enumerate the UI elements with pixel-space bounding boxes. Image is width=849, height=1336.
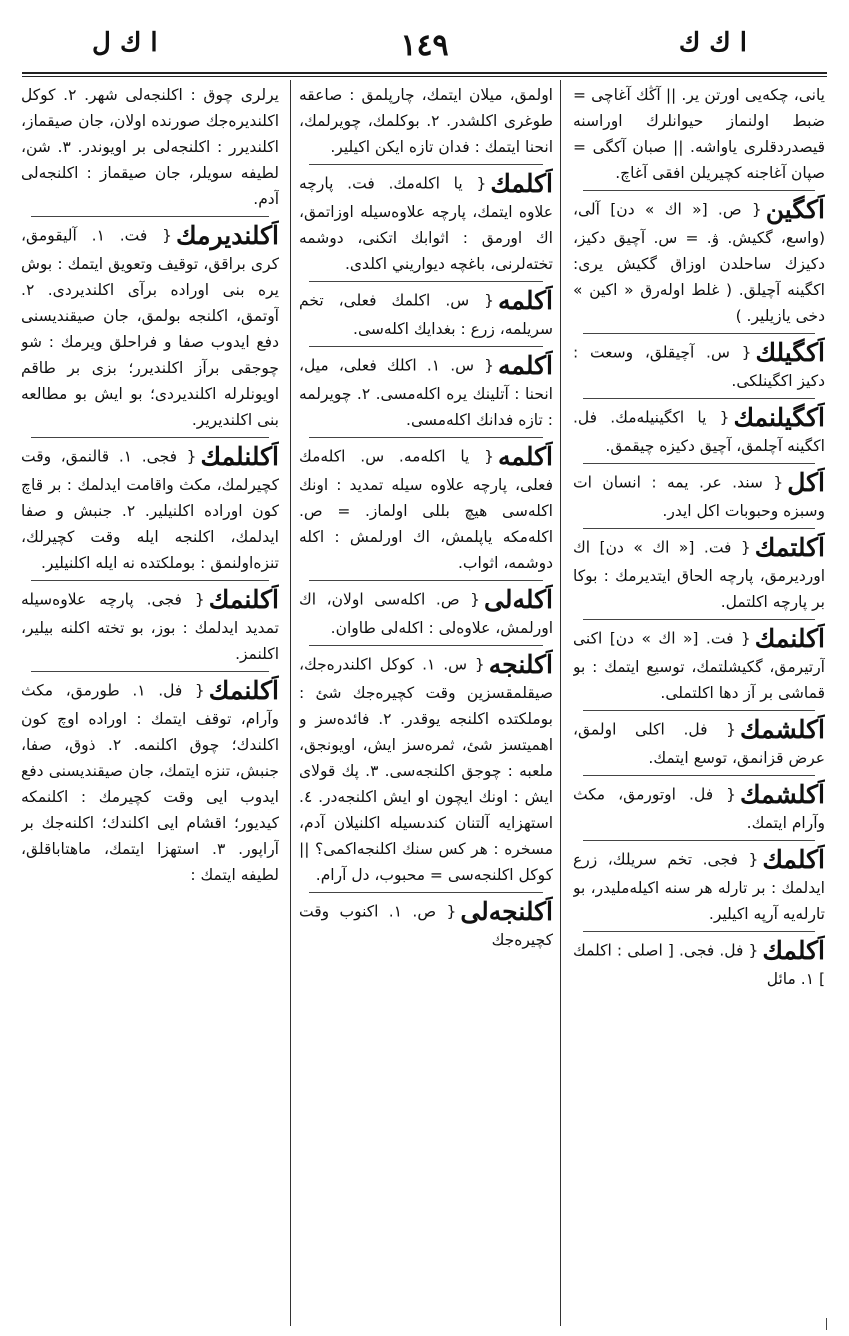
entry-headword: اَكگيلك — [755, 338, 825, 367]
dictionary-entry — [299, 286, 553, 342]
entry-headword: اَكلنمك — [208, 676, 279, 705]
dictionary-entry — [573, 936, 825, 992]
entry-separator — [583, 775, 815, 776]
entry-headword: اَكلشمك — [740, 780, 825, 809]
entry-definition: اولمق، ميلان ايتمك، چارپلمق : صاعقه طوغرى اكلشدر. ٢. بوكلمك، چويرلمك، انحنا ايتمك : فدان تازه ايكن اكيلير. — [299, 86, 553, 156]
dictionary-entry — [21, 585, 279, 667]
entry-headword: اَكل — [787, 468, 825, 497]
entry-definition: { س. ١. اكلك فعلى، ميل، انحنا : آتلينك يره اكلەمسى. ٢. چويرلمه : تازه فدانك اكلەمسى. — [299, 356, 553, 429]
entry-definition: { س. آچيقلق، وسعت : دكيز اكگينلكى. — [573, 343, 825, 390]
entry-separator — [583, 710, 815, 711]
entry-headword: اَكلنديرمك — [176, 221, 279, 250]
page-header — [22, 28, 827, 68]
column-right — [573, 82, 825, 1322]
entry-separator — [31, 580, 268, 581]
entry-separator — [309, 346, 543, 347]
entry-separator — [583, 840, 815, 841]
entry-definition: { س. اكلمك فعلى، تخم سريلمه، زرع : بغدايك اكلەسى. — [299, 291, 553, 338]
entry-headword: اَكلمك — [762, 936, 825, 965]
dictionary-entry — [573, 624, 825, 706]
entry-headword: اَكلمه — [498, 286, 553, 315]
entry-definition: يانى، چكه‌يى اورتن ير. || آڭك آغاچى = ضبط اولنماز حيوانلرك اوراسنه قيصدردقلرى ياواشه. || صبان آكگى = صپان آغاجنه كچيريلن افقى آغاچ. — [573, 86, 825, 182]
entry-separator — [583, 398, 815, 399]
entry-definition: { سند. عر. يمه : انسان ات وسبزه وحبوبات اكل ايدر. — [573, 473, 825, 520]
entry-headword: اَكلنجه — [488, 650, 553, 679]
entry-headword: اَكلنمك — [754, 624, 825, 653]
entry-headword: اَكلنجه‌لى — [460, 897, 553, 926]
entry-separator — [309, 645, 543, 646]
entry-definition: { فل. فجى. [ اصلى : اكلمك ] ١. مائل — [573, 941, 825, 988]
entry-separator — [31, 437, 268, 438]
dictionary-entry — [21, 442, 279, 576]
entry-separator — [309, 580, 543, 581]
entry-headword: اَكلنلمك — [200, 442, 279, 471]
entry-separator — [31, 671, 268, 672]
entry-definition: { ص. [« اك » دن] آلى، (واسع، گكيش. ۋ. = س. آچيق دكيز، دكيزك سا‌حلدن اوزاق گكيش يرى: اكگينه آچيلق. ( غلط اولەرق « اكين » دخى يازيلير. ) — [573, 200, 825, 325]
dictionary-entry — [573, 468, 825, 524]
dictionary-entry — [21, 221, 279, 433]
dictionary-entry — [299, 169, 553, 277]
dictionary-entry — [299, 351, 553, 433]
header-rule — [22, 72, 827, 77]
entry-headword: اَكلتمك — [754, 533, 825, 562]
dictionary-entry — [573, 82, 825, 186]
dictionary-entry — [299, 650, 553, 888]
entry-separator — [583, 190, 815, 191]
entry-headword: اَكلمه — [498, 442, 553, 471]
dictionary-entry — [573, 338, 825, 394]
entry-headword: اَكلەلى — [484, 585, 553, 614]
dictionary-entry — [299, 442, 553, 576]
entry-separator — [31, 216, 268, 217]
entry-headword: اَكلمك — [762, 845, 825, 874]
dictionary-entry — [299, 82, 553, 160]
column-middle — [299, 82, 553, 1322]
entry-separator — [309, 892, 543, 893]
margin-mark — [826, 1318, 828, 1330]
running-head-left: ا ك ل — [92, 28, 158, 58]
entry-separator — [309, 164, 543, 165]
entry-definition: { فل. ١. طورمق، مكث وآرام، توقف ايتمك : اورادە اوچ كون اكلندك؛ چوق اكلنمه. ٢. ذوق، صفا، جنبش، تنزه ايتمك، جان صيقندیسنى دفع ايدوب ايى وقت كچيرمك : اكلنمكه كيديور؛ اقشام ايى اكلندك؛ اكلنەجك بر آراپور. ٣. استهزا ايتمك، ماهتاباقلق، لطيفه ايتمك : — [21, 681, 279, 884]
entry-headword: اَكلنمك — [208, 585, 279, 614]
page-number: ١٤٩ — [400, 28, 449, 63]
entry-definition: { فجى. ١. قالنمق، وقت كچيرلمك، مكث واقامت ايدلمك : بر قاچ كون اوراده اكلنيلير. ٢. جنبش و صفا ايدلمك، اكلنجه ايله وقت كچيرلك، تنزەاولنمق : بوملكتده نه ايله اكلنيلير. — [21, 447, 279, 572]
entry-definition: { يا اكلەمك. فت. پارچه علاوه ايتمك، پارچه علاوه‌سيله اوزاتمق، اك اورمق : اثوابك اتكنى، دوشمه تختەلرنى، باغچه ديواريني اكلدى. — [299, 174, 553, 273]
entry-definition: { فت. [« اك » دن] اكنى آرتيرمق، گكيشلتمك، توسيع ايتمك : بو قماشى بر آز دها اكلتملى. — [573, 629, 825, 702]
entry-separator — [583, 528, 815, 529]
entry-definition: { فجى. پارچه علاوه‌سيله تمديد ايدلمك : بوز، بو تخته اكلنه بيلير، اكلنمز. — [21, 590, 279, 663]
column-divider — [560, 80, 561, 1326]
entry-definition: { فجى. تخم سريلك، زرع ايدلمك : بر تارلە هر سنه اكيلەمليدر، بو تارلەيه آرپه اكيلير. — [573, 850, 825, 923]
entry-separator — [583, 619, 815, 620]
dictionary-entry — [573, 533, 825, 615]
entry-headword: اَكلمه — [498, 351, 553, 380]
entry-definition: يرلرى چوق : اكلنجه‌لى شهر. ٢. كوكل اكلنديرەجك صورنده اولان، جان صيقماز، اكلنديرر : اكلنجه‌لى بر اويوندر. ٣. شن، لطيفه سويلر، جان صيقماز : اكلنجه‌لى آدم. — [21, 86, 279, 208]
dictionary-entry — [21, 676, 279, 888]
entry-definition: { فل. اوتورمق، مكث وآرام ايتمك. — [573, 785, 825, 832]
dictionary-entry — [21, 82, 279, 212]
entry-headword: اَكگين — [765, 195, 825, 224]
entry-definition: { فت. [« اك » دن] اك اوردیرمق، پارچه الحاق ايتدیرمك : بوكا بر پارچه اكلتمل. — [573, 538, 825, 611]
entry-headword: اَكگيلنمك — [733, 403, 825, 432]
entry-definition: { ص. ١. اكنوب وقت كچيرەجك — [299, 902, 553, 949]
dictionary-entry — [573, 780, 825, 836]
entry-definition: { يا اكگينيلەمك. فل. اكگينه آچلمق، آچيق دكيزه چيقمق. — [573, 408, 825, 455]
running-head-right: ا ك ك — [678, 28, 747, 58]
dictionary-entry — [573, 845, 825, 927]
entry-definition: { يا اكلەمه. س. اكلەمك فعلى، پارچه علاوه سيله تمديد : اونك اكلەسى هيچ بللى اولماز. = ص. اكلەمكه ياپلمش، اك اورلمش : اكله دوشمه، اثواب. — [299, 447, 553, 572]
entry-headword: اَكلشمك — [740, 715, 825, 744]
entry-separator — [583, 463, 815, 464]
entry-separator — [583, 333, 815, 334]
dictionary-entry — [573, 403, 825, 459]
entry-separator — [309, 437, 543, 438]
dictionary-entry — [299, 585, 553, 641]
entry-separator — [309, 281, 543, 282]
column-divider — [290, 80, 291, 1326]
entry-headword: اَكلمك — [490, 169, 553, 198]
entry-definition: { فل. اكلى اولمق، عرض قزانمق، توسع ايتمك. — [573, 720, 825, 767]
entry-definition: { ص. اكلەسى اولان، اك اورلمش، علاوەلى : اكلەلى طاوان. — [299, 590, 553, 637]
entry-separator — [583, 931, 815, 932]
dictionary-entry — [573, 195, 825, 329]
column-left — [21, 82, 279, 1322]
entry-definition: { فت. ١. آليقومق، كرى براقق، توقيف وتعويق ايتمك : بوش يره بنى اورادە برآى اكلنديردى. ٢. آوتمق، اكلنجه بولمق، جان صيقندیسنى دفع ايدوب صفا و فراحلق ويرمك : شو چوجقى برآز اكلنديرر؛ بزى بر طاقم اويونلرله اكلنديردى؛ بو ايش بو مطالعه بنى اكلنديرير. — [21, 226, 279, 429]
entry-definition: { س. ١. كوكل اكلندرەجك، صيقلمقسزين وقت كچيرەجك شئ : بوملكتده اكلنجه يوقدر. ٢. فائده‌سز و اهميتسز شئ، ثمرەسز ايش، اويونجق، ملعبه : چوجق اكلنجه‌سى. ٣. پك قولاى ايش : اونك ايچون او ايش اكلنجه‌در. ٤. استهزايه آلتنان كندىسيله اكلنيلان آدم، مسخره : هر كس سنك اكلنجه‌اكمى؟ || كوكل اكلنجه‌سى = محبوب، دل آرام. — [299, 655, 553, 884]
dictionary-entry — [573, 715, 825, 771]
dictionary-entry — [299, 897, 553, 953]
